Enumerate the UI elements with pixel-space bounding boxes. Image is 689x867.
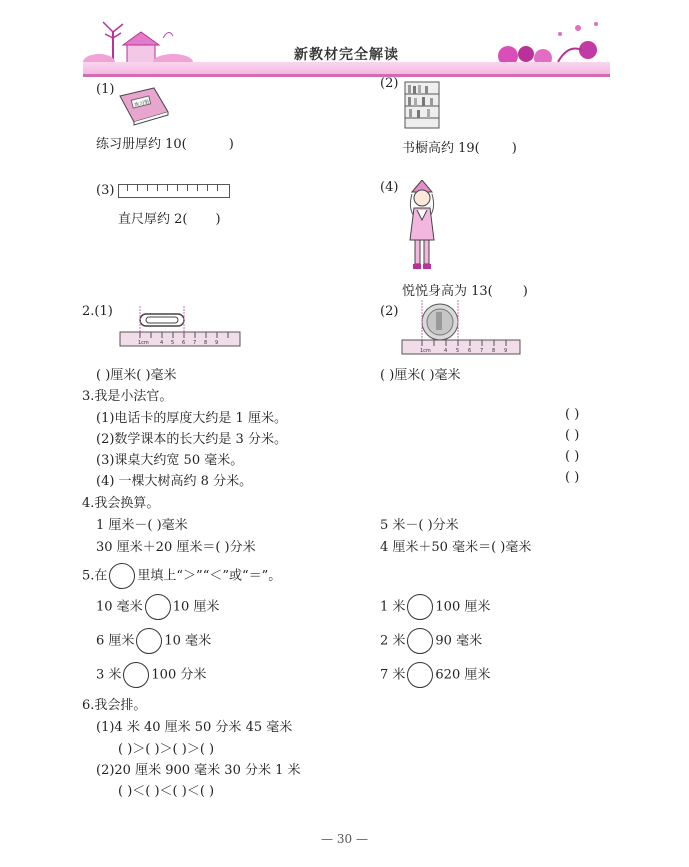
q6-p1-answer[interactable]: ( )＞( )＞( )＞( ) [118,742,215,757]
q5-b-5: 100 分米 [151,667,207,683]
q2-p2-label: (2) [380,304,399,319]
q5-b-3: 10 毫米 [164,633,212,649]
q4-item-1[interactable]: 1 厘米－( )毫米 [96,518,188,533]
q3-item-2: (2)数学课本的长大约是 3 分米。 [96,432,287,447]
q5-title-pre: 5.在 [82,568,108,584]
workbook-cover-text: 练习册 [133,99,150,109]
q1-p3-text-main: 直尺厚约 2( [118,212,188,227]
q5-b-4: 90 毫米 [435,633,483,649]
page-header [83,18,610,76]
ruler-b-label-0: 1cm [420,348,431,354]
q5-b-2: 100 厘米 [435,599,491,615]
girl-image [402,180,442,272]
workbook-image [116,86,172,126]
q5-b-1: 10 厘米 [172,599,220,615]
q1-p4-text [402,280,528,299]
header-title: 新教材完全解读 [294,47,399,63]
q6-p1-items: (1)4 米 40 厘米 50 分米 45 毫米 [96,720,293,735]
ruler-a-label-5: 8 [204,340,208,346]
q1-p4-label: (4) [380,180,399,195]
page-number: — 30 — [321,832,368,846]
ruler-a-label-2: 5 [171,340,175,346]
q3-item-3: (3)课桌大约宽 50 毫米。 [96,453,244,468]
ruler-b-label-5: 8 [492,348,496,354]
q5-circle-2[interactable] [407,594,433,620]
q1-p3-text [118,208,221,227]
q5-a-5: 3 米 [96,667,122,683]
q5-circle-3[interactable] [136,628,162,654]
q5-row-3 [96,628,211,654]
q5-row-6 [380,662,490,688]
q3-item-4: (4) 一棵大树高约 8 分米。 [96,474,253,489]
q1-p2-close: ) [511,141,517,156]
q3-title: 3.我是小法官。 [82,389,173,404]
q2-p1-answer[interactable]: ( )厘米( )毫米 [96,368,177,383]
ruler-a-label-3: 6 [182,340,186,346]
q5-a-2: 1 米 [380,599,406,615]
q4-title: 4.我会换算。 [82,496,160,511]
ruler-b-label-4: 7 [480,348,484,354]
q3-paren-2[interactable]: ( ) [565,428,580,443]
q5-circle-6[interactable] [407,662,433,688]
header-band [83,62,610,77]
ruler-b-label-3: 6 [468,348,472,354]
thin-ruler-image [118,184,230,198]
q4-item-2[interactable]: 5 米－( )分米 [380,518,459,533]
q5-circle-5[interactable] [123,662,149,688]
q1-p3-close: ) [215,212,221,227]
q1-p1-text-main: 练习册厚约 10( [96,137,187,152]
q6-title: 6.我会排。 [82,698,147,713]
q1-p1-label: (1) [96,82,115,97]
q4-item-4[interactable]: 4 厘米＋50 毫米＝( )毫米 [380,540,532,555]
q3-item-1: (1)电话卡的厚度大约是 1 厘米。 [96,411,287,426]
q5-row-2 [380,594,490,620]
q2-p2-answer[interactable]: ( )厘米( )毫米 [380,368,461,383]
q5-circle-1[interactable] [145,594,171,620]
q5-row-1 [96,594,219,620]
q1-p2-text [402,137,517,156]
q5-circle-4[interactable] [407,628,433,654]
bookcase-image [403,80,443,130]
q5-row-4 [380,628,482,654]
q1-p3-label: (3) [96,183,115,198]
q5-title [82,563,281,589]
q5-a-4: 2 米 [380,633,406,649]
q2-p1-label: (1) [94,304,113,319]
q1-p2-text-main: 书橱高约 19( [402,141,480,156]
ruler-a-label-0: 1cm [138,340,149,346]
q5-a-3: 6 厘米 [96,633,135,649]
q5-title-post: 里填上“＞”“＜”或“＝”。 [137,568,282,584]
q6-p2-items: (2)20 厘米 900 毫米 30 分米 1 米 [96,763,301,778]
ruler-paperclip-image [118,306,244,358]
q3-paren-1[interactable]: ( ) [565,407,580,422]
q1-p4-text-main: 悦悦身高为 13( [402,284,493,299]
q5-b-6: 620 厘米 [435,667,491,683]
q3-paren-4[interactable]: ( ) [565,470,580,485]
q1-p4-close: ) [522,284,528,299]
q5-a-6: 7 米 [380,667,406,683]
ruler-a-label-1: 4 [160,340,164,346]
q6-p2-answer[interactable]: ( )＜( )＜( )＜( ) [118,784,215,799]
ruler-a-label-4: 7 [193,340,197,346]
q5-row-5 [96,662,206,688]
ruler-a-label-6: 9 [215,340,219,346]
q2-num: 2. [82,304,95,319]
circle-symbol [109,563,135,589]
ruler-coin-image [400,300,522,360]
ruler-b-label-2: 5 [456,348,460,354]
ruler-b-label-1: 4 [444,348,448,354]
q3-paren-3[interactable]: ( ) [565,449,580,464]
q1-p1-text [96,133,234,152]
q2-number [82,304,113,319]
ruler-b-label-6: 9 [504,348,508,354]
q5-a-1: 10 毫米 [96,599,143,615]
q1-p1-close: ) [228,137,234,152]
q4-item-3[interactable]: 30 厘米＋20 厘米＝( )分米 [96,540,256,555]
q1-p2-label: (2) [380,76,399,91]
